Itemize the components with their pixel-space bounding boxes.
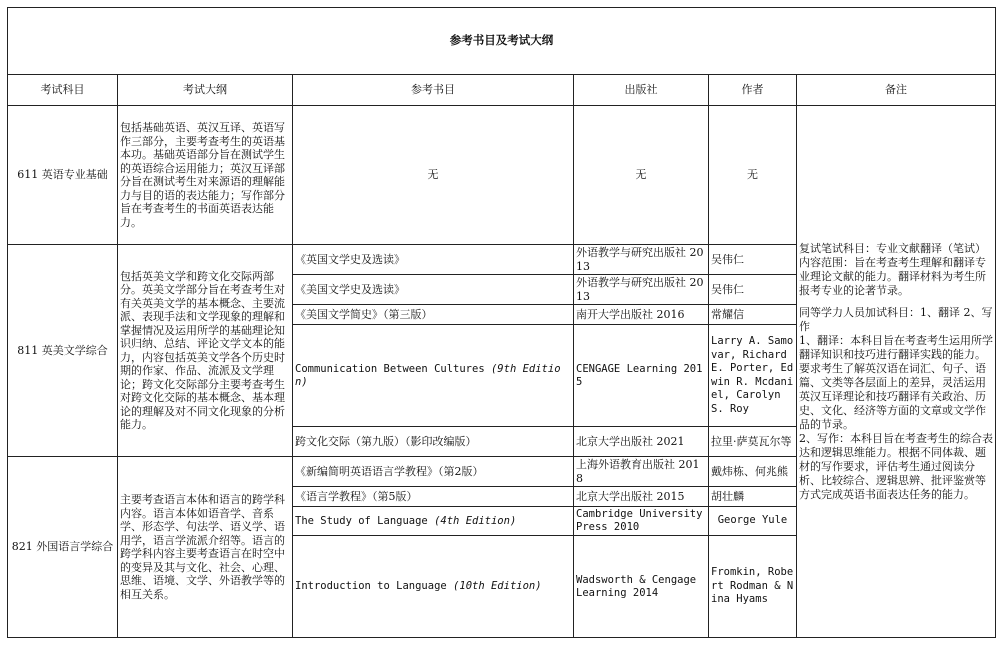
book-title: 无	[293, 106, 574, 245]
book-title: 《英国文学史及选读》	[293, 245, 574, 275]
book-title	[293, 325, 574, 427]
header-notes: 备注	[797, 75, 996, 106]
book-publisher: 上海外语教育出版社 2018	[574, 457, 709, 487]
subject-outline: 包括英美文学和跨文化交际两部分。英美文学部分旨在考查考生对有关英美文学的基本概念、主要流派、表现手法和文学现象的理解和掌握情况及运用所学的基础理论知识归纳、总结、评论文学文本的能力，内容包括英美文学各个历史时期的作家、作品、流派及文学理论；跨文化交际部分主要考查考生对跨文化交际的基本概念、基本理论的理解及对不同文化现象的分析能力。	[118, 245, 293, 457]
book-edition: (10th Edition)	[453, 580, 542, 592]
book-author: 拉里·萨莫瓦尔等	[709, 427, 797, 457]
book-publisher: 外语教学与研究出版社 2013	[574, 275, 709, 305]
book-publisher: Wadsworth & Cengage Learning 2014	[574, 536, 709, 638]
header-publisher: 出版社	[574, 75, 709, 106]
book-edition: (4th Edition)	[434, 514, 517, 527]
book-author: Fromkin, Robert Rodman & Nina Hyams	[709, 536, 797, 638]
notes-line: 复试笔试科目：专业文献翻译（笔试）	[799, 241, 986, 255]
book-title: 《语言学教程》（第5版）	[293, 487, 574, 507]
header-books: 参考书目	[293, 75, 574, 106]
book-publisher: Cambridge University Press 2010	[574, 507, 709, 536]
book-publisher: 北京大学出版社 2021	[574, 427, 709, 457]
subject-name: 821 外国语言学综合	[8, 457, 118, 638]
page-title: 参考书目及考试大纲	[8, 8, 996, 75]
book-author: 戴炜栋、何兆熊	[709, 457, 797, 487]
subject-name: 811 英美文学综合	[8, 245, 118, 457]
book-title: 跨文化交际（第九版）（影印改编版）	[293, 427, 574, 457]
notes-line: 内容范围：旨在考查考生理解和翻译专业理论文献的能力。翻译材料为考生所报考专业的论著节录。	[799, 255, 986, 297]
notes-line: 同等学力人员加试科目：1、翻译 2、写作	[799, 305, 993, 333]
notes-cell	[797, 106, 996, 638]
book-publisher: 南开大学出版社 2016	[574, 305, 709, 325]
book-title: 《美国文学史及选读》	[293, 275, 574, 305]
book-author: 吴伟仁	[709, 245, 797, 275]
header-outline: 考试大纲	[118, 75, 293, 106]
subject-name: 611 英语专业基础	[8, 106, 118, 245]
book-publisher: 外语教学与研究出版社 2013	[574, 245, 709, 275]
book-title-text: Communication Between Cultures	[295, 362, 485, 375]
header-author: 作者	[709, 75, 797, 106]
header-row	[8, 75, 996, 106]
book-title	[293, 536, 574, 638]
header-subject: 考试科目	[8, 75, 118, 106]
book-author: 胡壮麟	[709, 487, 797, 507]
notes-line: 2、写作：本科目旨在考查考生的综合表达和逻辑思维能力。根据不同体裁、题材的写作要求，评估考生通过阅读分析、比较综合、逻辑思辨、批评鉴赏等方式完成英语书面表达任务的能力。	[799, 431, 993, 501]
book-publisher: CENGAGE Learning 2015	[574, 325, 709, 427]
table-row	[8, 106, 996, 245]
book-title-text: The Study of Language	[295, 514, 428, 527]
book-publisher: 北京大学出版社 2015	[574, 487, 709, 507]
book-edition: (9th Edition)	[295, 362, 561, 388]
book-title	[293, 507, 574, 536]
book-author: 吴伟仁	[709, 275, 797, 305]
book-publisher: 无	[574, 106, 709, 245]
reference-table	[7, 7, 996, 638]
book-title: 《美国文学简史》（第三版）	[293, 305, 574, 325]
subject-outline: 主要考查语言本体和语言的跨学科内容。语言本体如语音学、音系学、形态学、句法学、语义学、语用学，语言学流派介绍等。语言的跨学科内容主要考查语言在时空中的变异及其与文化、社会、心理、思维、语境、文学、外语教学等的相互关系。	[118, 457, 293, 638]
book-author: 无	[709, 106, 797, 245]
notes-line: 1、翻译：本科目旨在考查考生运用所学翻译知识和技巧进行翻译实践的能力。要求考生了解英汉语在词汇、句子、语篇、文类等各层面上的差异，灵活运用英汉互译理论和技巧翻译有关政治、历史、文化、经济等方面的文章或文学作品的节录。	[799, 333, 993, 431]
book-title: 《新编简明英语语言学教程》（第2版）	[293, 457, 574, 487]
subject-outline: 包括基础英语、英汉互译、英语写作三部分，主要考查考生的英语基本功。基础英语部分旨在测试学生的英语综合运用能力；英汉互译部分旨在测试考生对来源语的理解能力与目的语的表达能力；写作部分旨在考查考生的书面英语表达能力。	[118, 106, 293, 245]
book-author: Larry A. Samovar, Richard E. Porter, Edwin R. Mcdaniel, Carolyn S. Roy	[709, 325, 797, 427]
book-title-text: Introduction to Language	[295, 580, 447, 592]
book-author: George Yule	[709, 507, 797, 536]
book-author: 常耀信	[709, 305, 797, 325]
